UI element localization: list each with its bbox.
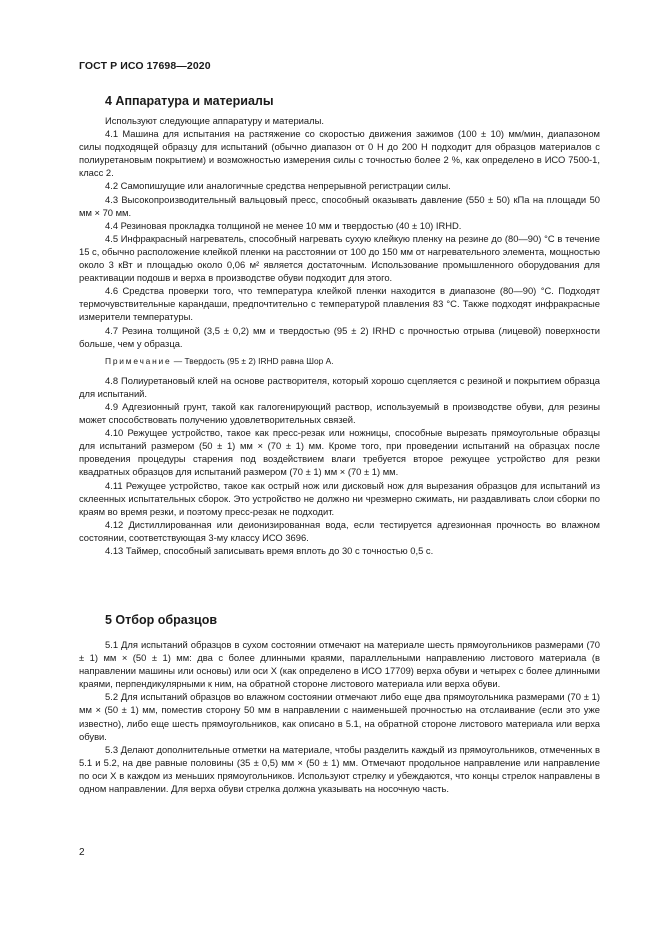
paragraph-4-6: 4.6 Средства проверки того, что температура клейкой пленки находится в диапазоне (80—90) °С. Подходят термочувствительные карандаши, предпочтительно с температурой плавления 83 °С. Также подходят инфракрасные измерители температуры.: [79, 285, 600, 323]
section-4-title: 4 Аппаратура и материалы: [105, 94, 274, 108]
paragraph-4-7: 4.7 Резина толщиной (3,5 ± 0,2) мм и твердостью (95 ± 2) IRHD с прочностью отрыва (лицевой) поверхности больше, чем у образца.: [79, 324, 600, 349]
paragraph-4-1: 4.1 Машина для испытания на растяжение со скоростью движения зажимов (100 ± 10) мм/мин, диапазоном силы подходящей образцу для испытаний (обычно диапазон от 0 Н до 200 Н подходит для образцов материалов с полиуретановым покрытием) и возможностью измерения силы с точностью более 2 %, как определено в ИСО 7500-1, класс 2.: [79, 128, 600, 179]
note-text: — Твердость (95 ± 2) IRHD равна Шор А.: [171, 355, 334, 366]
paragraph-4-13: 4.13 Таймер, способный записывать время вплоть до 30 с точностью 0,5 с.: [105, 545, 434, 556]
section-5-body: [79, 638, 600, 795]
note-label: Примечание: [105, 355, 172, 366]
paragraph-4-4: 4.4 Резиновая прокладка толщиной не менее 10 мм и твердостью (40 ± 10) IRHD.: [105, 219, 462, 231]
paragraph-4-5: 4.5 Инфракрасный нагреватель, способный нагревать сухую клейкую пленку на резине до (80—90) °С в течение 15 с, обычно расположение клейкой пленки на расстоянии от 100 до 150 мм от нагревательного элемента, мощностью около 3 кВт и площадью около 0,06 м² является достаточным. Использование промышленного оборудования для реактивации подошв и верха в производстве обуви подходит для этого.: [79, 232, 600, 284]
paragraph-4-3: 4.3 Высокопроизводительный вальцовый пресс, способный оказывать давление (550 ± 50) кПа на площади 50 мм × 70 мм.: [79, 193, 600, 218]
page-number: 2: [79, 847, 85, 858]
section-5-title: 5 Отбор образцов: [105, 613, 218, 627]
paragraph-4-intro: Используют следующие аппаратуру и материалы.: [105, 115, 324, 126]
paragraph-5-2: 5.2 Для испытаний образцов во влажном состоянии отмечают либо еще два прямоугольника размерами (70 ± 1) мм × (50 ± 1) мм, поместив сторону 50 мм в направлении с наименьшей прочностью на отслаивание (если это уже известно), либо еще шесть прямоугольников, как описано в 5.1, на обратной стороне листового материала или верха обуви.: [79, 691, 600, 742]
paragraph-4-2: 4.2 Самопишущие или аналогичные средства непрерывной регистрации силы.: [105, 180, 451, 192]
section-4-body: [79, 114, 600, 557]
document-header: ГОСТ Р ИСО 17698—2020: [79, 60, 211, 72]
paragraph-4-12: 4.12 Дистиллированная или деионизированная вода, если тестируется адгезионная прочность во влажном состоянии, соответствующая 3-му классу ИСО 3696.: [79, 518, 600, 543]
paragraph-4-10: 4.10 Режущее устройство, такое как пресс-резак или ножницы, способные вырезать прямоугольные образцы для испытаний размером (50 ± 1) мм × (70 ± 1) мм. Кроме того, при проведении испытаний на образцах после проведения процедуры старения под воздействием влаги требуется второе режущее устройство для резки квадратных образцов для испытаний размером (70 ± 1) мм × (70 ± 1) мм.: [79, 427, 600, 478]
paragraph-4-11: 4.11 Режущее устройство, такое как острый нож или дисковый нож для вырезания образцов для испытаний из склеенных испытательных сборок. Это устройство не должно ни чрезмерно сжимать, ни раздавливать слои сборки по краям во время резки, и поэтому пресс-резак не подходит.: [79, 479, 600, 517]
paragraph-4-8: 4.8 Полиуретановый клей на основе растворителя, который хорошо сцепляется с резиной и покрытием образца для испытаний.: [79, 374, 600, 399]
note: [79, 355, 600, 368]
paragraph-5-1: 5.1 Для испытаний образцов в сухом состоянии отмечают на материале шесть прямоугольников размерами (70 ± 1) мм × (50 ± 1) мм: два с более длинными краями, параллельными направлению листового материала (в направлении машины или основы) или оси X (как определено в ИСО 17709) верха обуви и четырех с более длинными краями, перпендикулярными к ним, на обратной стороне листового материала или верха обуви.: [79, 639, 600, 690]
paragraph-4-9: 4.9 Адгезионный грунт, такой как галогенирующий раствор, используемый в производстве обуви, для резины может способствовать получению удовлетворительных связей.: [79, 400, 600, 426]
paragraph-5-3: 5.3 Делают дополнительные отметки на материале, чтобы разделить каждый из прямоугольников, отмеченных в 5.1 и 5.2, на две равные половины (35 ± 0,5) мм × (50 ± 1) мм. Отмечают продольное направление или направление по оси X в каждом из меньших прямоугольников. Используют стрелку и убеждаются, что концы стрелок направлены в одном направлении. Для верха обуви стрелка должна указывать на носочную часть.: [79, 743, 600, 795]
